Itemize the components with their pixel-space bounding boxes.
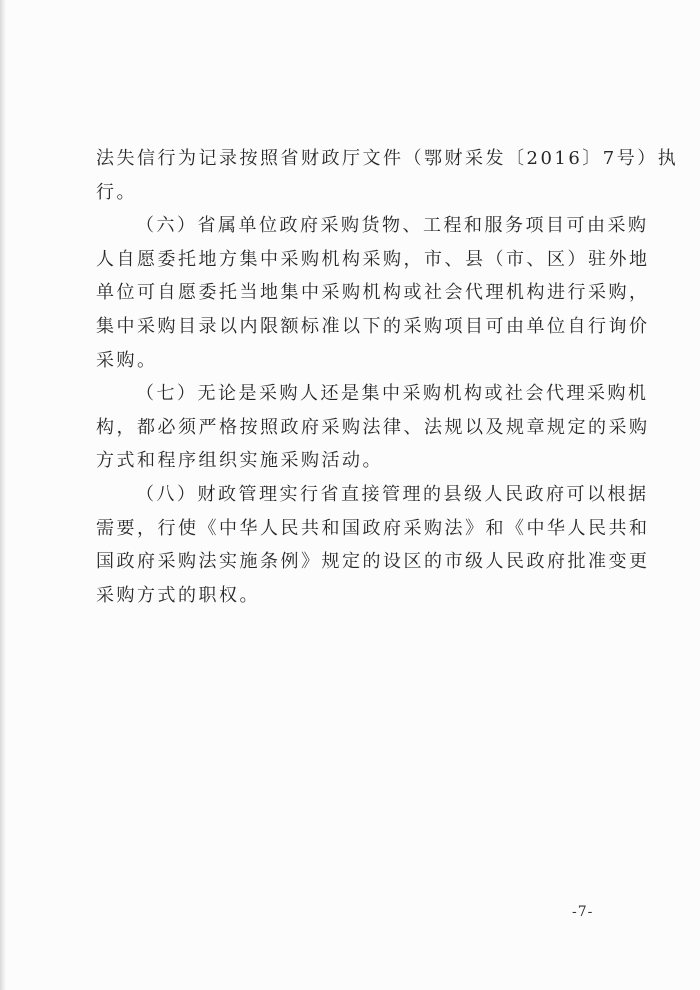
text-line: （八）财政管理实行省直接管理的县级人民政府可以根据 [136,483,649,505]
page-number: -7- [572,904,594,920]
body-text [96,142,679,612]
text-line: 构，都必须严格按照政府采购法律、法规以及规章规定的采购 [96,416,650,438]
text-line: 法失信行为记录按照省财政厅文件（鄂财采发〔2016〕7号）执 [96,148,679,169]
text-line: 需要，行使《中华人民共和国政府采购法》和《中华人民共和 [96,517,650,539]
text-line: 人自愿委托地方集中采购机构采购，市、县（市、区）驻外地 [96,248,650,270]
text-line: 采购方式的职权。 [96,584,260,606]
text-line: 集中采购目录以内限额标准以下的采购项目可由单位自行询价 [96,315,650,337]
text-line: 单位可自愿委托当地集中采购机构或社会代理机构进行采购， [96,282,650,304]
page-edge-shadow [0,0,6,990]
text-line: （七）无论是采购人还是集中采购机构或社会代理采购机 [136,383,649,405]
text-line: 采购。 [96,349,158,371]
text-line: 国政府采购法实施条例》规定的设区的市级人民政府批准变更 [96,551,650,573]
text-line: （六）省属单位政府采购货物、工程和服务项目可由采购 [136,215,649,237]
text-line: 行。 [96,181,137,203]
text-line: 方式和程序组织实施采购活动。 [96,450,383,472]
